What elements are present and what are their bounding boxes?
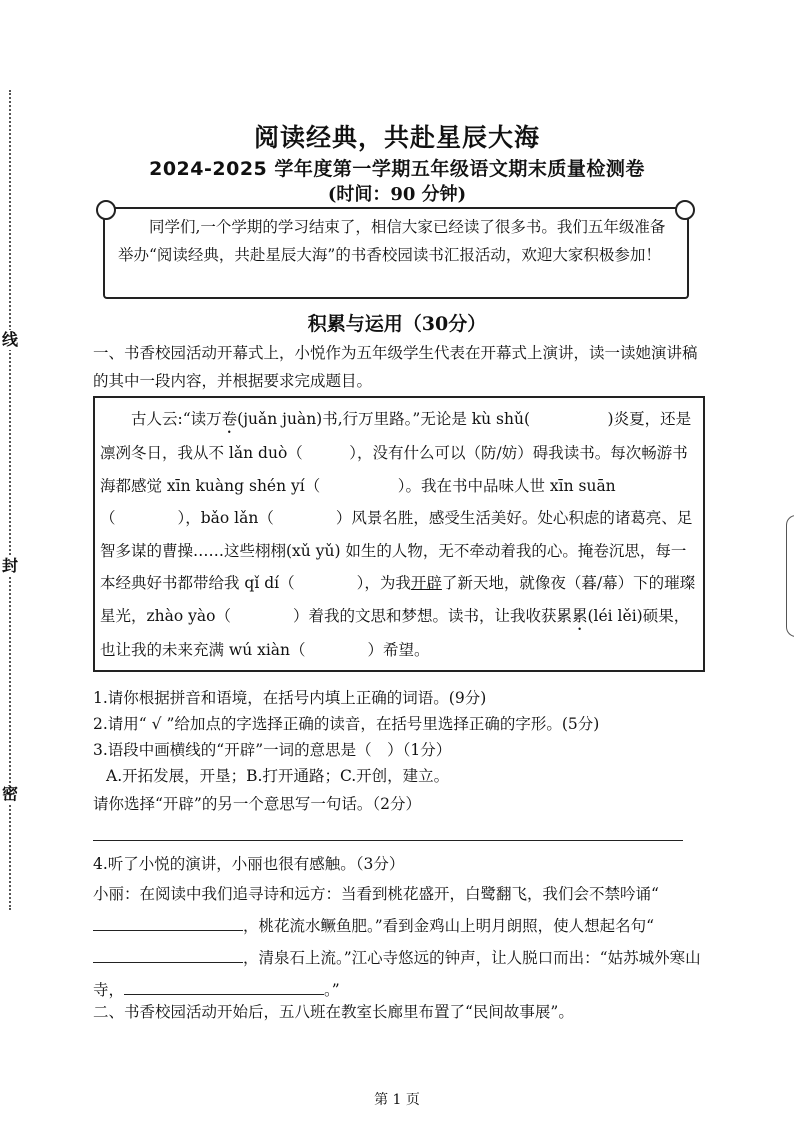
passage-text <box>100 403 696 666</box>
item-2: 2.请用“ √ ”给加点的字选择正确的读音，在括号里选择正确的字形。(5分) <box>93 715 600 733</box>
q4-part: ，清泉石上流。”江心寺悠远的钟声，让人脱口而出：“姑苏城外寒山寺， <box>93 949 701 999</box>
passage-part: 古人云:“读万 <box>131 410 222 428</box>
item-1: 1.请你根据拼音和语境，在括号内填上正确的词语。(9分) <box>93 689 487 707</box>
exam-time: (时间：90 分钟) <box>327 184 467 205</box>
question-4-text <box>93 878 703 1006</box>
question-1-prompt: 一、书香校园活动开幕式上，小悦作为五年级学生代表在开幕式上演讲，读一读她演讲稿的其中一段内容，并根据要求完成题目。 <box>93 344 698 390</box>
exam-subtitle: 2024-2025 学年度第一学期五年级语文期末质量检测卷 <box>149 158 645 180</box>
page-number: 第 1 页 <box>374 1092 420 1108</box>
fill-blank-3[interactable] <box>124 976 324 995</box>
passage-part: 了新天地，就像夜（暮/幕）下的璀璨星光，zhào yào（ ）着我的文思和梦想。读书，让我收获累 <box>100 574 696 625</box>
item-3b: 请你选择“开辟”的另一个意思写一句话。（2分） <box>93 795 421 813</box>
intro-text: 同学们,一个学期的学习结束了，相信大家已经读了很多书。我们五年级准备举办“阅读经典，共赴星辰大海”的书香校园读书汇报活动，欢迎大家积极参加！ <box>118 218 666 264</box>
scroll-curl-left <box>96 200 116 220</box>
binding-label-feng: 封 <box>1 556 18 575</box>
item-3-options: A.开拓发展，开垦；B.打开通路；C.开创，建立。 <box>106 767 450 785</box>
binding-label-mi: 密 <box>1 784 18 803</box>
dotted-char: 卷 <box>221 410 238 428</box>
item-4: 4.听了小悦的演讲，小丽也很有感触。（3分） <box>93 855 405 873</box>
binding-label-xian: 线 <box>1 330 18 349</box>
underlined-word: 开辟 <box>410 574 442 592</box>
scroll-curl-right <box>675 200 695 220</box>
fill-blank-2[interactable] <box>93 944 243 963</box>
passage-part: (juǎn juàn)书,行万里路。”无论是 kù shǔ( ) <box>237 410 614 428</box>
item-3: 3.语段中画横线的“开辟”一词的意思是（ ）（1分） <box>93 741 452 759</box>
dotted-char: 累 <box>571 606 588 625</box>
q4-part: 小丽：在阅读中我们追寻诗和远方：当看到桃花盛开，白鹭翻飞，我们会不禁吟诵“ <box>93 885 659 903</box>
passage-part: 炎夏，还是凛冽冬日，我从不 lǎn duò（ ），没有什么可以（防/妨）碍我读书。每次畅游书海都感觉 xīn kuàng shén yí（ ）。我在书中品味人世 xīn suān（ ），bǎo lǎn（ ）风景名胜，感受生活美好。处心积虑的诸葛亮、足智多谋的曹操……这些栩栩(xǔ yǔ) 如生的人物，无不牵动着我的心。掩卷沉思，每一本经典好书都带给我 qǐ dí（ ），为我 <box>100 410 693 592</box>
question-2-prompt: 二、书香校园活动开始后，五八班在教室长廊里布置了“民间故事展”。 <box>93 1003 574 1021</box>
right-edge-mark <box>786 515 794 637</box>
answer-line[interactable] <box>93 840 683 841</box>
section-title: 积累与运用（30分） <box>307 313 487 335</box>
page-title: 阅读经典，共赴星辰大海 <box>253 123 540 152</box>
q4-part: ，桃花流水鳜鱼肥。”看到金鸡山上明月朗照，使人想起名句“ <box>243 917 655 935</box>
fill-blank-1[interactable] <box>93 912 243 931</box>
passage-part: (léi lěi)硕果，也让我的未来充满 wú xiàn（ ）希望。 <box>100 606 690 659</box>
q4-part: 。” <box>324 981 340 999</box>
